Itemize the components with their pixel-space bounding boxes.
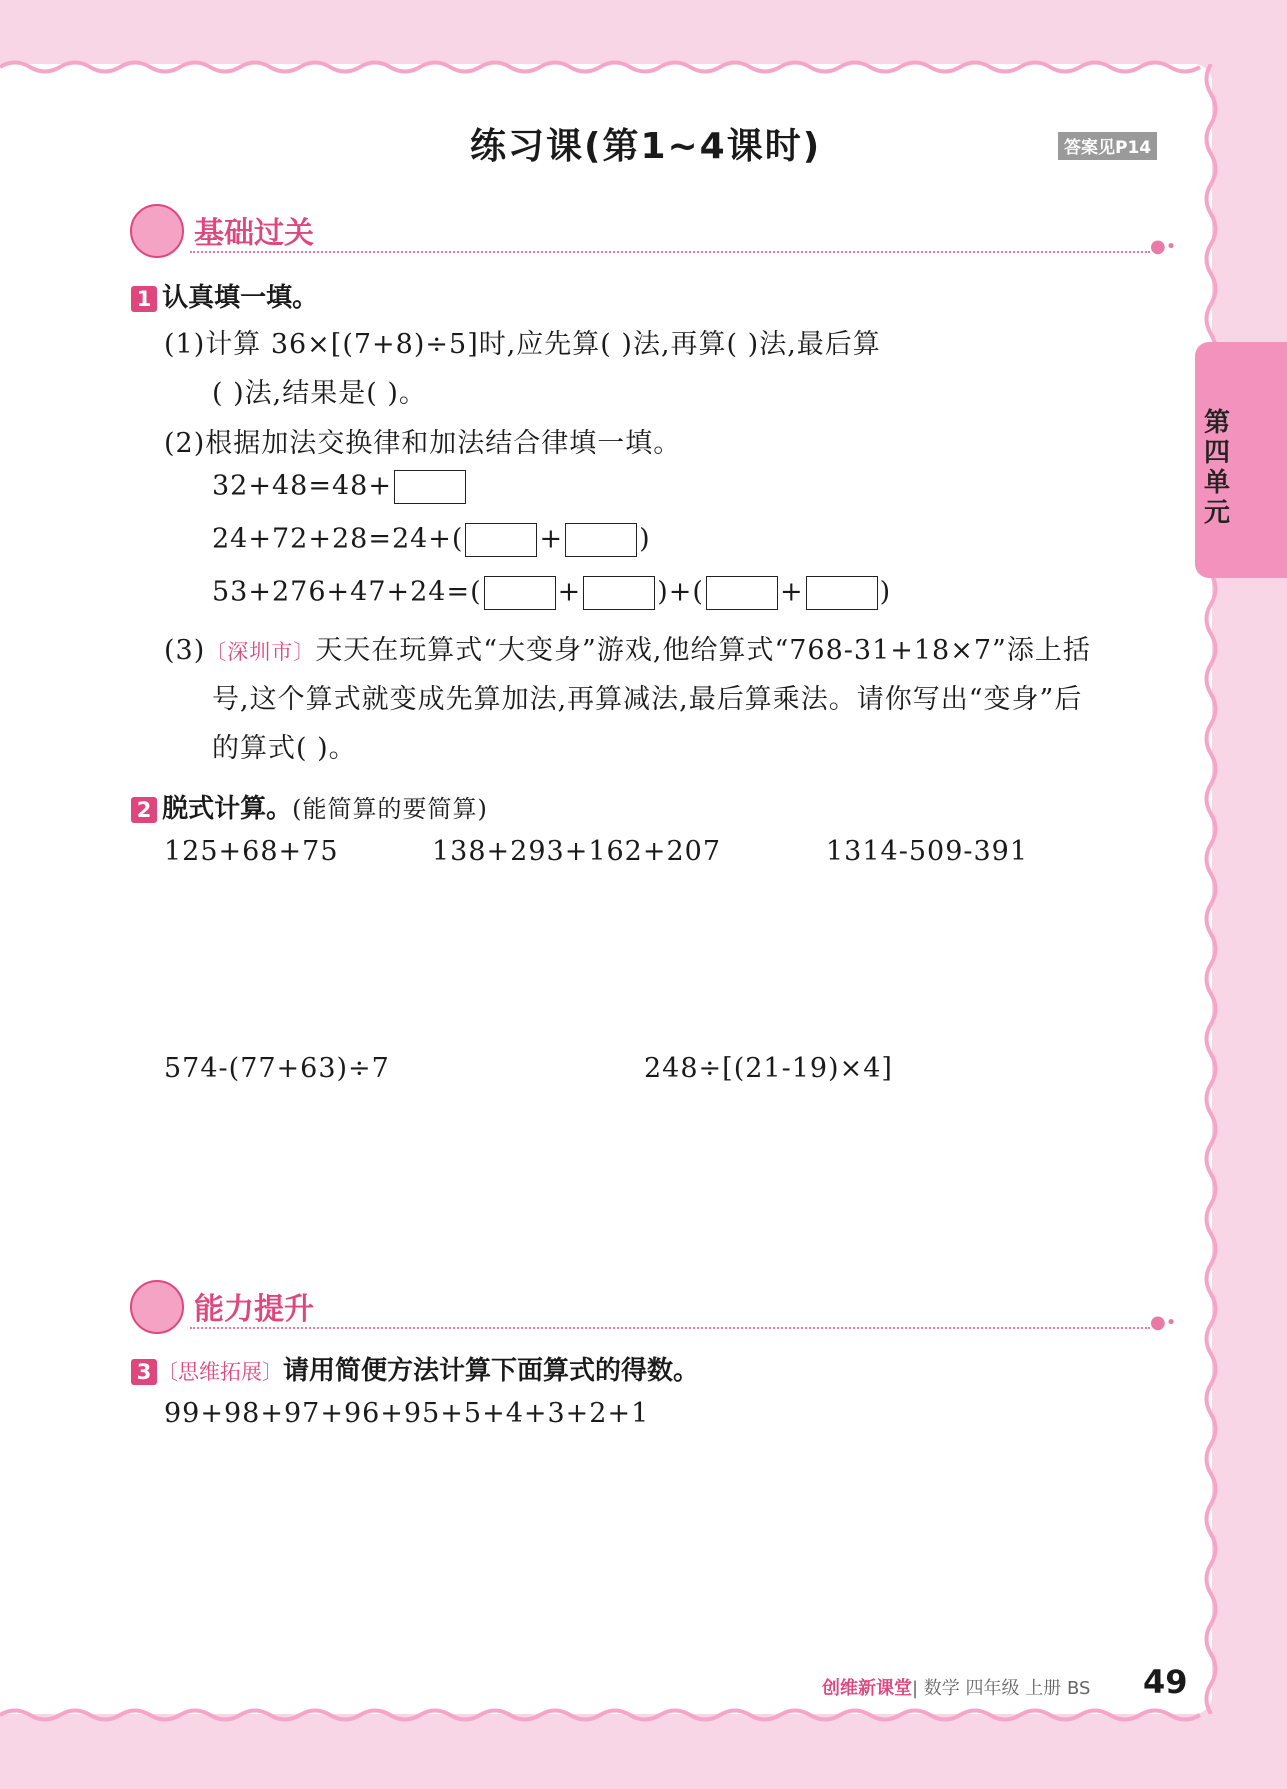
unit-label: 第四单元 xyxy=(1203,408,1230,528)
paren-join: )+( xyxy=(657,576,704,608)
q1-equation-2 xyxy=(212,523,651,557)
footer-brand: 创维新课堂 xyxy=(822,1678,912,1699)
question-number: 3 xyxy=(131,1359,157,1385)
wave-border-bottom xyxy=(0,1706,1212,1724)
answer-box[interactable] xyxy=(565,523,637,557)
question-number: 1 xyxy=(131,286,157,312)
wave-border-right xyxy=(1198,64,1224,1714)
q2-expression: 574-(77+63)÷7 xyxy=(164,1053,390,1084)
part-text: 天天在玩算式“大变身”游戏,他给算式“768-31+18×7”添上括 xyxy=(315,635,1091,666)
page-title: 练习课(第1~4课时) xyxy=(470,126,822,167)
section-heading-basic: 基础过关 xyxy=(194,216,314,251)
section-divider xyxy=(190,1327,1150,1329)
question-title: 脱式计算。 xyxy=(162,794,293,824)
question-1-header xyxy=(131,277,318,314)
answer-reference-badge: 答案见P14 xyxy=(1058,132,1157,160)
answer-box[interactable] xyxy=(806,576,878,610)
q1-part2-intro: (2)根据加法交换律和加法结合律填一填。 xyxy=(164,428,682,459)
mascot-icon xyxy=(130,204,184,258)
dots-icon: ●• xyxy=(1150,1312,1177,1333)
footer-info xyxy=(822,1674,1090,1700)
q1-equation-3 xyxy=(212,576,891,610)
question-2-header xyxy=(131,788,488,825)
wave-border-top xyxy=(0,58,1212,76)
plus-sign: + xyxy=(539,523,564,555)
section-heading-advanced: 能力提升 xyxy=(194,1292,314,1327)
q1-part1-line1: (1)计算 36×[(7+8)÷5]时,应先算( )法,再算( )法,最后算 xyxy=(164,329,881,360)
question-title: 认真填一填。 xyxy=(162,283,319,313)
page-number: 49 xyxy=(1143,1663,1188,1701)
q2-expression: 125+68+75 xyxy=(164,836,339,867)
mascot-icon xyxy=(130,1280,184,1334)
q1-part3-line2: 号,这个算式就变成先算加法,再算减法,最后算乘法。请你写出“变身”后 xyxy=(212,684,1083,715)
q1-part3-line1 xyxy=(164,628,1091,667)
equation-text: 24+72+28=24+( xyxy=(212,523,464,555)
q1-part3-line3: 的算式( )。 xyxy=(212,733,357,764)
plus-sign: + xyxy=(557,576,582,608)
q1-part1-line2: ( )法,结果是( )。 xyxy=(212,378,427,409)
question-number: 2 xyxy=(131,797,157,823)
question-title: 请用简便方法计算下面算式的得数。 xyxy=(283,1356,700,1386)
close-paren: ) xyxy=(639,523,651,555)
answer-box[interactable] xyxy=(583,576,655,610)
close-paren: ) xyxy=(879,576,892,608)
question-3-header xyxy=(131,1350,699,1387)
region-tag: 〔深圳市〕 xyxy=(205,640,316,664)
dots-icon: ●• xyxy=(1150,236,1177,257)
q3-expression: 99+98+97+96+95+5+4+3+2+1 xyxy=(164,1398,650,1429)
equation-text: 53+276+47+24=( xyxy=(212,576,482,608)
footer-meta: | 数学 四年级 上册 BS xyxy=(912,1678,1091,1699)
question-note: (能简算的要简算) xyxy=(292,795,488,823)
answer-box[interactable] xyxy=(484,576,556,610)
answer-box[interactable] xyxy=(394,470,466,504)
category-tag: 〔思维拓展〕 xyxy=(157,1360,283,1384)
q2-expression: 138+293+162+207 xyxy=(432,836,722,867)
plus-sign: + xyxy=(779,576,804,608)
section-divider xyxy=(190,251,1150,253)
q1-equation-1 xyxy=(212,470,468,504)
q2-expression: 248÷[(21-19)×4] xyxy=(644,1053,893,1084)
part-number: (3) xyxy=(164,635,206,666)
answer-box[interactable] xyxy=(465,523,537,557)
answer-box[interactable] xyxy=(706,576,778,610)
equation-text: 32+48=48+ xyxy=(212,470,392,502)
q2-expression: 1314-509-391 xyxy=(826,836,1029,867)
